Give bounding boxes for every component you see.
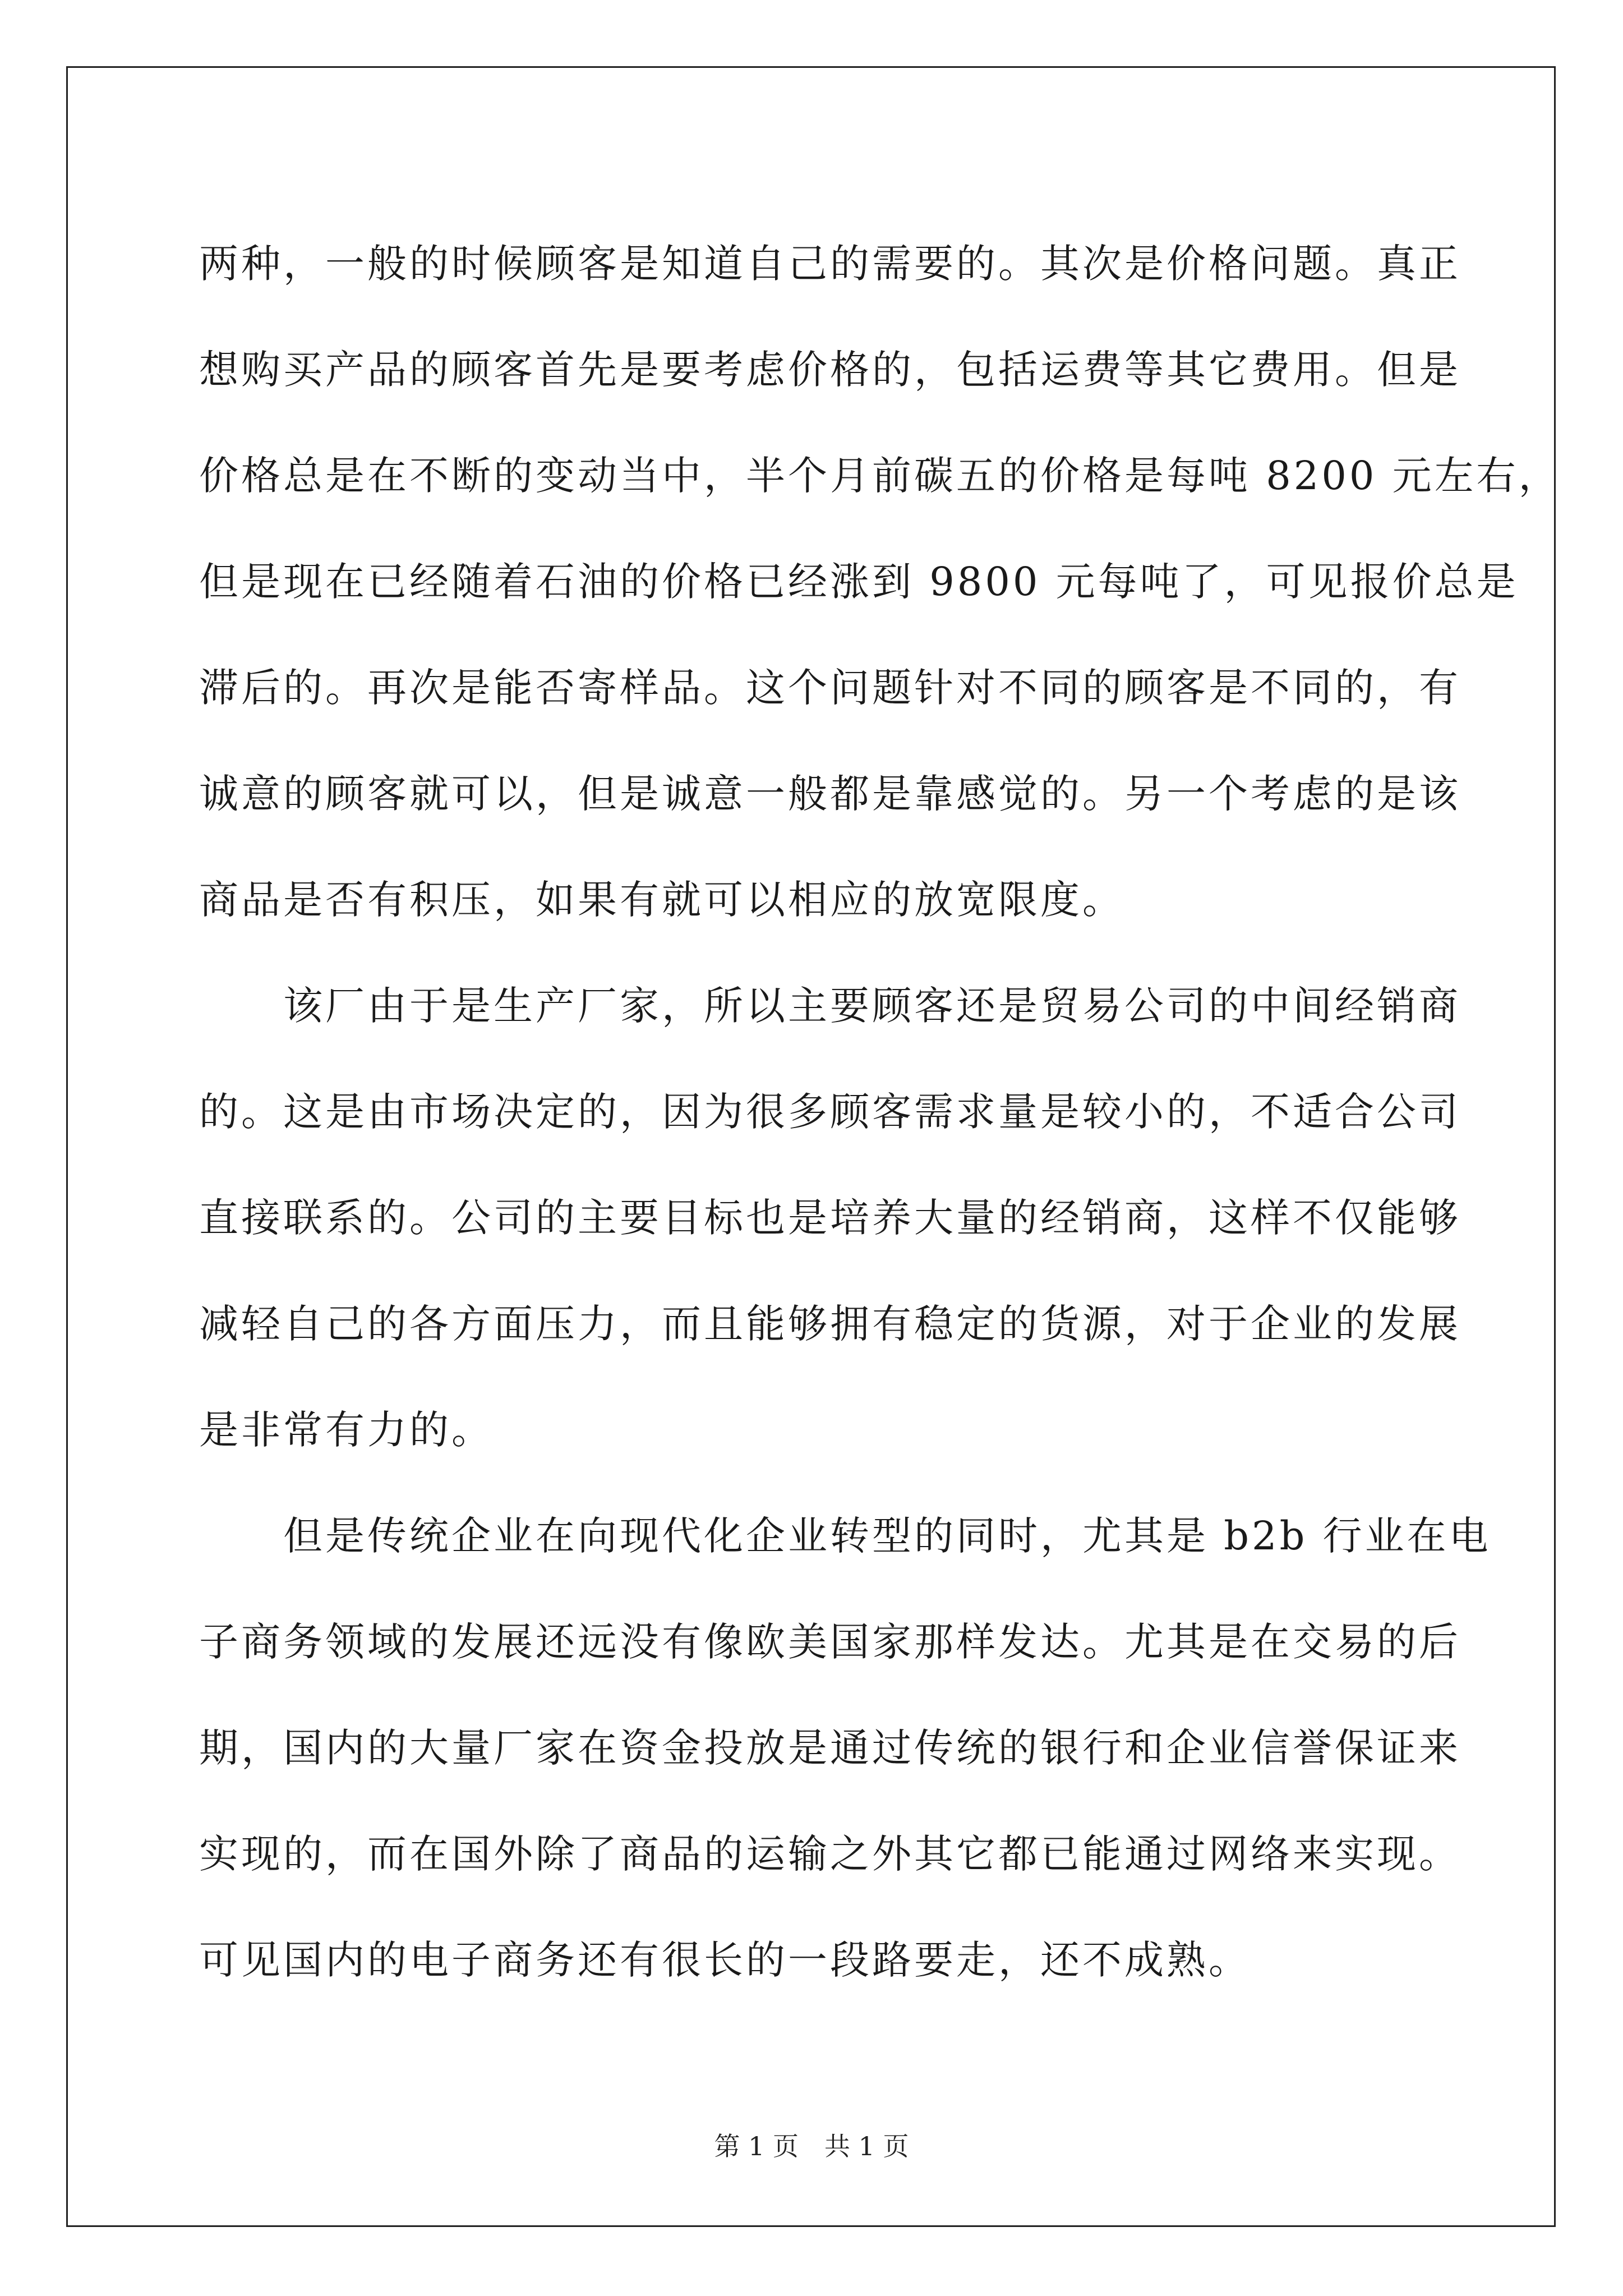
text-line: 实现的，而在国外除了商品的运输之外其它都已能通过网络来实现。 <box>199 1831 1461 1877</box>
text-line: 想购买产品的顾客首先是要考虑价格的，包括运费等其它费用。但是 <box>199 347 1461 393</box>
text-line: 可见国内的电子商务还有很长的一段路要走，还不成熟。 <box>199 1937 1251 1983</box>
text-line: 直接联系的。公司的主要目标也是培养大量的经销商，这样不仅能够 <box>199 1195 1461 1241</box>
text-line: 子商务领域的发展还远没有像欧美国家那样发达。尤其是在交易的后 <box>199 1619 1461 1665</box>
paragraph-start-line: 但是传统企业在向现代化企业转型的同时，尤其是 b2b 行业在电 <box>283 1513 1491 1559</box>
text-line: 诚意的顾客就可以，但是诚意一般都是靠感觉的。另一个考虑的是该 <box>199 771 1461 817</box>
text-line: 两种，一般的时候顾客是知道自己的需要的。其次是价格问题。真正 <box>199 241 1461 287</box>
text-line: 滞后的。再次是能否寄样品。这个问题针对不同的顾客是不同的，有 <box>199 665 1461 711</box>
text-line: 减轻自己的各方面压力，而且能够拥有稳定的货源，对于企业的发展 <box>199 1301 1461 1347</box>
page-footer: 第 1 页 共 1 页 <box>714 2131 909 2161</box>
text-line: 价格总是在不断的变动当中，半个月前碳五的价格是每吨 8200 元左右， <box>199 453 1561 499</box>
text-line: 但是现在已经随着石油的价格已经涨到 9800 元每吨了，可见报价总是 <box>199 559 1519 605</box>
text-line: 商品是否有积压，如果有就可以相应的放宽限度。 <box>199 877 1124 923</box>
text-line: 期，国内的大量厂家在资金投放是通过传统的银行和企业信誉保证来 <box>199 1725 1461 1771</box>
document-body <box>199 211 1561 2013</box>
text-line: 的。这是由市场决定的，因为很多顾客需求量是较小的，不适合公司 <box>199 1089 1461 1135</box>
paragraph-start-line: 该厂由于是生产厂家，所以主要顾客还是贸易公司的中间经销商 <box>283 983 1461 1029</box>
text-line: 是非常有力的。 <box>199 1407 494 1453</box>
